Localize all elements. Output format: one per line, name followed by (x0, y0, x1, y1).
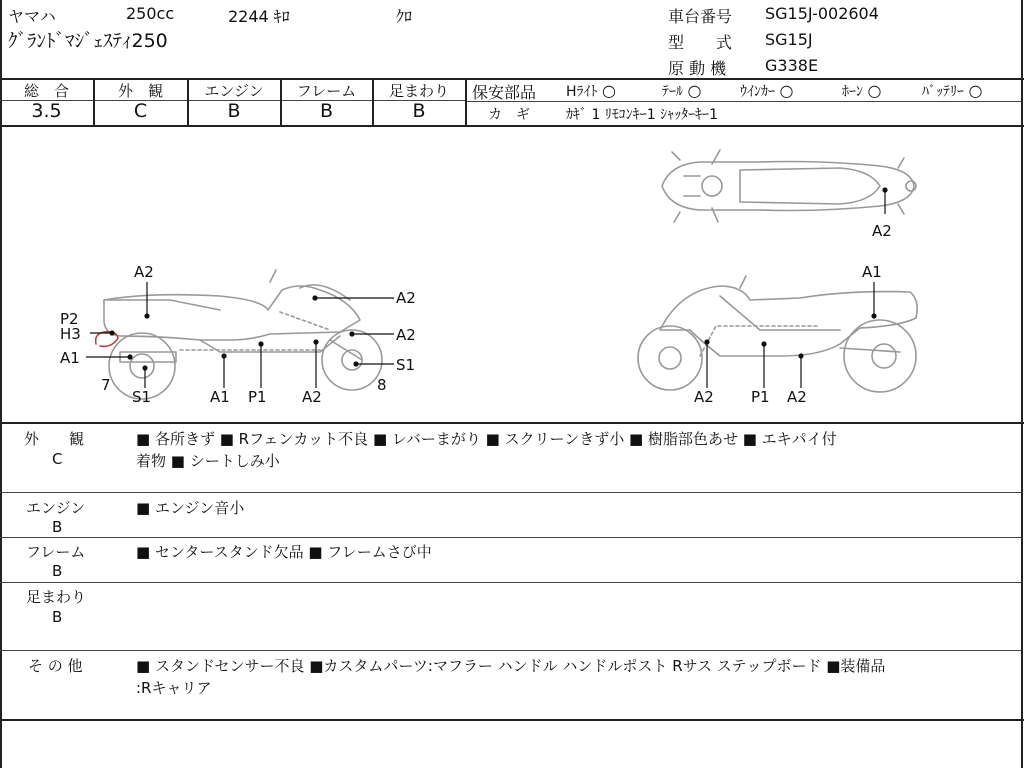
diagram-label: S1 (396, 356, 416, 374)
safety-item-name: Hﾗｲﾄ (566, 84, 598, 100)
remark-exterior-text-2: 着物 ■ シートしみ小 (136, 452, 280, 470)
diagram-label: A2 (872, 222, 892, 240)
circle-mark-icon: ○ (968, 81, 983, 100)
remark-exterior-category: 外 観 (24, 430, 85, 448)
diagram-label: P2 (60, 310, 79, 328)
diagram-label: A1 (60, 349, 80, 367)
diagram-label: A2 (396, 289, 416, 307)
circle-mark-icon: ○ (601, 81, 616, 100)
diagram-label: S1 (132, 388, 152, 406)
remark-other-text: ■ スタンドセンサー不良 ■カスタムパーツ:マフラー ハンドル ハンドルポスト Rサス ステップボード ■装備品 (136, 657, 886, 675)
diagram-label: A2 (694, 388, 714, 406)
grade-total-label: 総 合 (23, 82, 69, 100)
remark-suspension-category: 足まわり (26, 588, 87, 606)
diagram-label: P1 (248, 388, 267, 406)
remarks-bottom-border (0, 719, 1024, 721)
key-label: カ ギ (488, 107, 530, 123)
left-side-drawing (104, 270, 382, 399)
remark-other-category: そ の 他 (28, 657, 83, 675)
safety-item-winker (740, 81, 793, 101)
grade-frame-label: フレーム (296, 82, 357, 100)
grade-engine-label: エンジン (204, 82, 264, 100)
model-type-label: 型 式 (668, 33, 733, 52)
safety-item-battery (922, 81, 982, 101)
diagram-label: P1 (751, 388, 770, 406)
model-type-value: SG15J (765, 30, 813, 49)
circle-mark-icon: ○ (687, 81, 702, 100)
safety-label: 保安部品 (472, 83, 537, 102)
grade-exterior-value: C (133, 100, 148, 122)
remark-exterior-text: ■ 各所きず ■ Rフェンカット不良 ■ レバーまがり ■ スクリーンきず小 ■ 樹脂部色あせ ■ エキパイ付 (136, 430, 837, 448)
safety-item-headlight (566, 81, 616, 101)
diagram-label: A1 (862, 263, 882, 281)
remark-exterior-grade: C (52, 450, 63, 468)
grade-sep-5 (465, 78, 467, 126)
safety-item-name: ｳｲﾝｶｰ (740, 84, 775, 100)
frame-number-value: SG15J-002604 (765, 4, 879, 23)
grade-suspension-label: 足まわり (388, 82, 449, 100)
safety-item-name: ﾃｰﾙ (662, 84, 683, 100)
remark-frame-grade: B (52, 562, 63, 580)
diagram-label: 8 (377, 376, 387, 394)
diagram-label: 7 (101, 376, 111, 394)
diagram-label: A2 (134, 263, 154, 281)
circle-mark-icon: ○ (867, 81, 882, 100)
diagram-label: A2 (302, 388, 322, 406)
grade-engine-value: B (227, 100, 241, 122)
frame-number-label: 車台番号 (668, 7, 733, 26)
remark-frame-category: フレーム (26, 543, 86, 561)
remark-engine-text: ■ エンジン音小 (136, 499, 245, 517)
grade-frame-value: B (319, 100, 334, 122)
remarks-divider-1 (0, 492, 1022, 493)
remarks-divider-2 (0, 537, 1022, 538)
remark-suspension-grade: B (52, 608, 63, 626)
model-name: ｸﾞﾗﾝﾄﾞﾏｼﾞｪｽﾃｨ250 (8, 30, 168, 52)
diagram-label: A2 (396, 326, 416, 344)
damage-mark-h3 (96, 332, 118, 347)
safety-mid-border (466, 101, 1022, 102)
engine-model-label: 原 動 機 (668, 59, 727, 78)
grade-suspension-value: B (412, 100, 426, 122)
safety-item-tail (662, 81, 701, 101)
grade-exterior-label: 外 観 (117, 82, 163, 100)
engine-model-value: G338E (765, 56, 819, 75)
safety-item-horn (842, 81, 881, 101)
safety-item-name: ﾊﾞｯﾃﾘｰ (922, 84, 964, 100)
damage-diagram (0, 126, 1022, 422)
remarks-divider-3 (0, 582, 1022, 583)
key-value: ｶｷﾞ 1 ﾘﾓｺﾝｷｰ1 ｼｬｯﾀｰｷｰ1 (566, 107, 719, 123)
maker: ヤマハ (8, 7, 56, 26)
right-side-drawing (638, 276, 917, 392)
distance: 2244 ｷﾛ (228, 7, 290, 26)
grade-total-value: 3.5 (31, 100, 62, 122)
safety-item-name: ﾎｰﾝ (842, 84, 863, 100)
remarks-top-border (0, 422, 1024, 424)
top-view-drawing (662, 150, 916, 222)
displacement: 250cc (126, 4, 175, 23)
remark-engine-category: エンジン (26, 499, 86, 517)
diagram-label: A2 (787, 388, 807, 406)
remarks-divider-4 (0, 650, 1022, 651)
remark-other-text-2: :Rキャリア (136, 679, 212, 697)
color: ｸﾛ (396, 7, 413, 26)
diagram-label: H3 (60, 325, 81, 343)
circle-mark-icon: ○ (779, 81, 794, 100)
remark-frame-text: ■ センタースタンド欠品 ■ フレームさび中 (136, 543, 432, 561)
diagram-label: A1 (210, 388, 230, 406)
remark-engine-grade: B (52, 518, 63, 536)
